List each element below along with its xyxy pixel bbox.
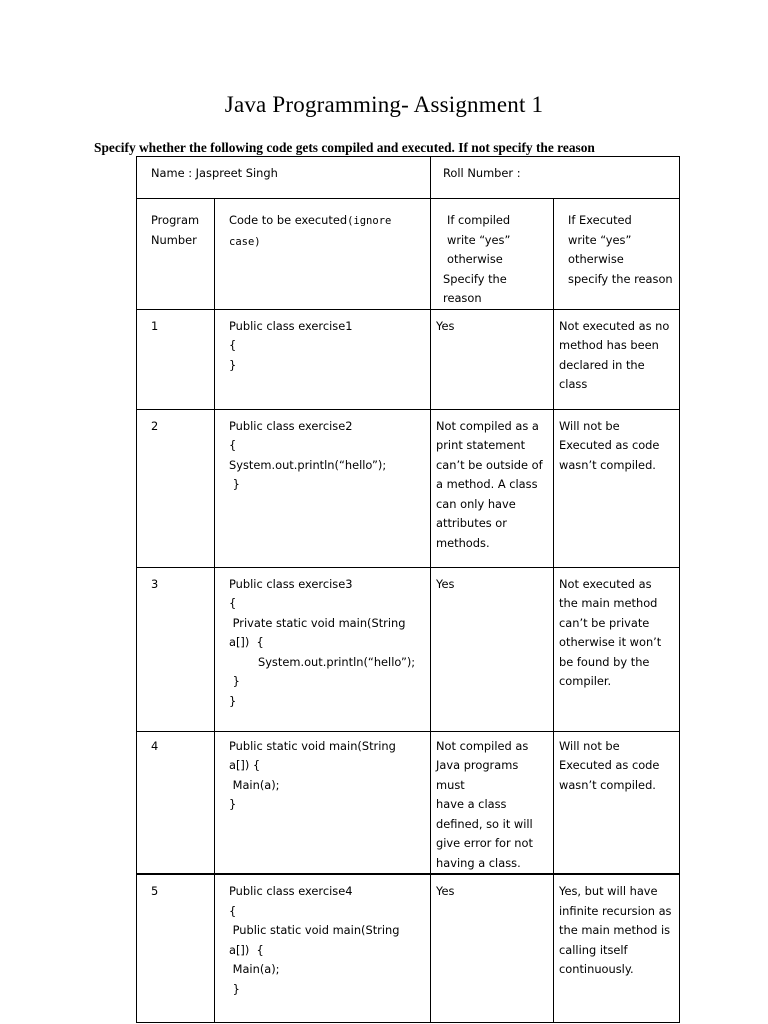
table-row xyxy=(137,567,680,731)
student-name: Name : Jaspreet Singh xyxy=(137,157,431,199)
executed-cell xyxy=(554,731,680,874)
executed-cell-line: Not executed as no xyxy=(559,318,670,333)
code-cell-line: Public class exercise3 xyxy=(229,576,353,591)
instruction-text: Specify whether the following code gets compiled and executed. If not specify the reason xyxy=(94,140,595,155)
executed-cell-line: class xyxy=(559,377,588,391)
program-number: 4 xyxy=(137,731,215,874)
header-row xyxy=(137,199,680,310)
executed-cell xyxy=(554,874,680,1023)
executed-cell-line: wasn’t compiled. xyxy=(559,457,656,472)
executed-cell-line: Executed as code xyxy=(559,758,660,772)
header-line: If compiled xyxy=(447,213,511,227)
executed-cell-line: otherwise it won’t xyxy=(559,635,662,649)
compiled-cell-line: a method. A class xyxy=(436,477,538,491)
header-line: specify the reason xyxy=(568,271,673,286)
header-line: otherwise xyxy=(568,252,624,266)
code-cell-line: Public static void main(String xyxy=(229,923,400,937)
executed-cell xyxy=(554,567,680,731)
header-line: write “yes” xyxy=(568,232,632,247)
code-cell-line: a[]) { xyxy=(229,758,261,772)
executed-cell-line: method has been xyxy=(559,338,659,352)
code-cell-line: Public class exercise2 xyxy=(229,418,353,433)
executed-cell xyxy=(554,309,680,409)
code-cell xyxy=(215,309,431,409)
header-code-label: Code to be executed xyxy=(229,213,348,227)
table-row xyxy=(137,309,680,409)
compiled-cell-line: Yes xyxy=(436,884,455,898)
document-title: Java Programming- Assignment 1 xyxy=(224,92,544,117)
code-cell xyxy=(215,567,431,731)
code-cell-line: } xyxy=(229,981,240,996)
header-executed xyxy=(554,199,680,310)
compiled-cell xyxy=(431,731,554,874)
code-cell-line: } xyxy=(229,797,237,811)
compiled-cell-line: have a class xyxy=(436,797,507,811)
compiled-cell xyxy=(431,309,554,409)
code-cell-line: } xyxy=(229,674,240,688)
table-row xyxy=(137,409,680,567)
compiled-cell xyxy=(431,409,554,567)
code-cell xyxy=(215,874,431,1023)
code-cell-line: } xyxy=(229,693,237,708)
program-number: 2 xyxy=(137,409,215,567)
header-line: If Executed xyxy=(568,213,632,227)
executed-cell-line: Will not be xyxy=(559,418,620,433)
code-cell-line: } xyxy=(229,477,240,491)
code-cell-line: Main(a); xyxy=(229,777,280,792)
code-cell-line: a[]) { xyxy=(229,942,264,957)
code-cell-line: { xyxy=(229,438,237,452)
executed-cell-line: Yes, but will have xyxy=(559,884,658,898)
header-compiled xyxy=(431,199,554,310)
executed-cell-line: Will not be xyxy=(559,738,620,753)
header-code-note: (ignore case) xyxy=(229,215,392,248)
compiled-cell-line: methods. xyxy=(436,535,490,550)
program-number: 1 xyxy=(137,309,215,409)
header-line: Specify the reason xyxy=(443,271,507,305)
executed-cell-line: wasn’t compiled. xyxy=(559,777,656,792)
compiled-cell-line: Yes xyxy=(436,318,455,333)
compiled-cell-line: Java programs must xyxy=(436,758,519,792)
compiled-cell-line: having a class. xyxy=(436,855,521,870)
code-cell-line: } xyxy=(229,357,237,372)
roll-number: Roll Number : xyxy=(431,157,680,199)
header-line: Program xyxy=(151,213,200,227)
compiled-cell-line: can only have xyxy=(436,496,516,511)
code-cell-line: a[]) { xyxy=(229,635,264,649)
compiled-cell-line: give error for not xyxy=(436,836,533,850)
code-cell-line: Main(a); xyxy=(229,962,280,976)
assignment-table xyxy=(136,156,680,1023)
code-cell-line: System.out.println(“hello”); xyxy=(229,654,416,669)
compiled-cell-line: print statement xyxy=(436,438,526,452)
executed-cell-line: the main method is xyxy=(559,923,671,937)
executed-cell xyxy=(554,409,680,567)
executed-cell-line: calling itself xyxy=(559,942,628,957)
program-number: 3 xyxy=(137,567,215,731)
program-rows xyxy=(137,309,680,1023)
executed-cell-line: Executed as code xyxy=(559,438,660,452)
compiled-cell-line: defined, so it will xyxy=(436,816,533,831)
executed-cell-line: compiler. xyxy=(559,674,612,688)
compiled-cell xyxy=(431,874,554,1023)
executed-cell-line: Not executed as xyxy=(559,576,652,591)
executed-cell-line: the main method xyxy=(559,596,658,610)
program-number: 5 xyxy=(137,874,215,1023)
header-line: Number xyxy=(151,232,197,247)
table-row xyxy=(137,874,680,1023)
header-code xyxy=(215,199,431,310)
executed-cell-line: continuously. xyxy=(559,962,634,976)
compiled-cell-line: attributes or xyxy=(436,516,507,530)
header-line: otherwise xyxy=(447,252,503,266)
header-line: write “yes” xyxy=(447,232,511,247)
code-cell-line: Public class exercise1 xyxy=(229,318,353,333)
code-cell-line: { xyxy=(229,596,237,610)
code-cell-line: { xyxy=(229,338,237,352)
code-cell-line: System.out.println(“hello”); xyxy=(229,457,387,472)
compiled-cell-line: Not compiled as xyxy=(436,738,529,753)
compiled-cell xyxy=(431,567,554,731)
executed-cell-line: be found by the xyxy=(559,654,650,669)
table-row xyxy=(137,731,680,874)
code-cell-line: { xyxy=(229,903,237,918)
code-cell-line: Private static void main(String xyxy=(229,615,406,630)
compiled-cell-line: Not compiled as a xyxy=(436,418,539,433)
executed-cell-line: can’t be private xyxy=(559,615,650,630)
code-cell-line: Public class exercise4 xyxy=(229,884,353,898)
compiled-cell-line: can’t be outside of xyxy=(436,457,543,472)
compiled-cell-line: Yes xyxy=(436,576,455,591)
code-cell xyxy=(215,731,431,874)
student-info-row xyxy=(137,157,680,199)
executed-cell-line: declared in the xyxy=(559,357,645,372)
header-program-number xyxy=(137,199,215,310)
code-cell xyxy=(215,409,431,567)
executed-cell-line: infinite recursion as xyxy=(559,903,672,918)
code-cell-line: Public static void main(String xyxy=(229,738,396,753)
